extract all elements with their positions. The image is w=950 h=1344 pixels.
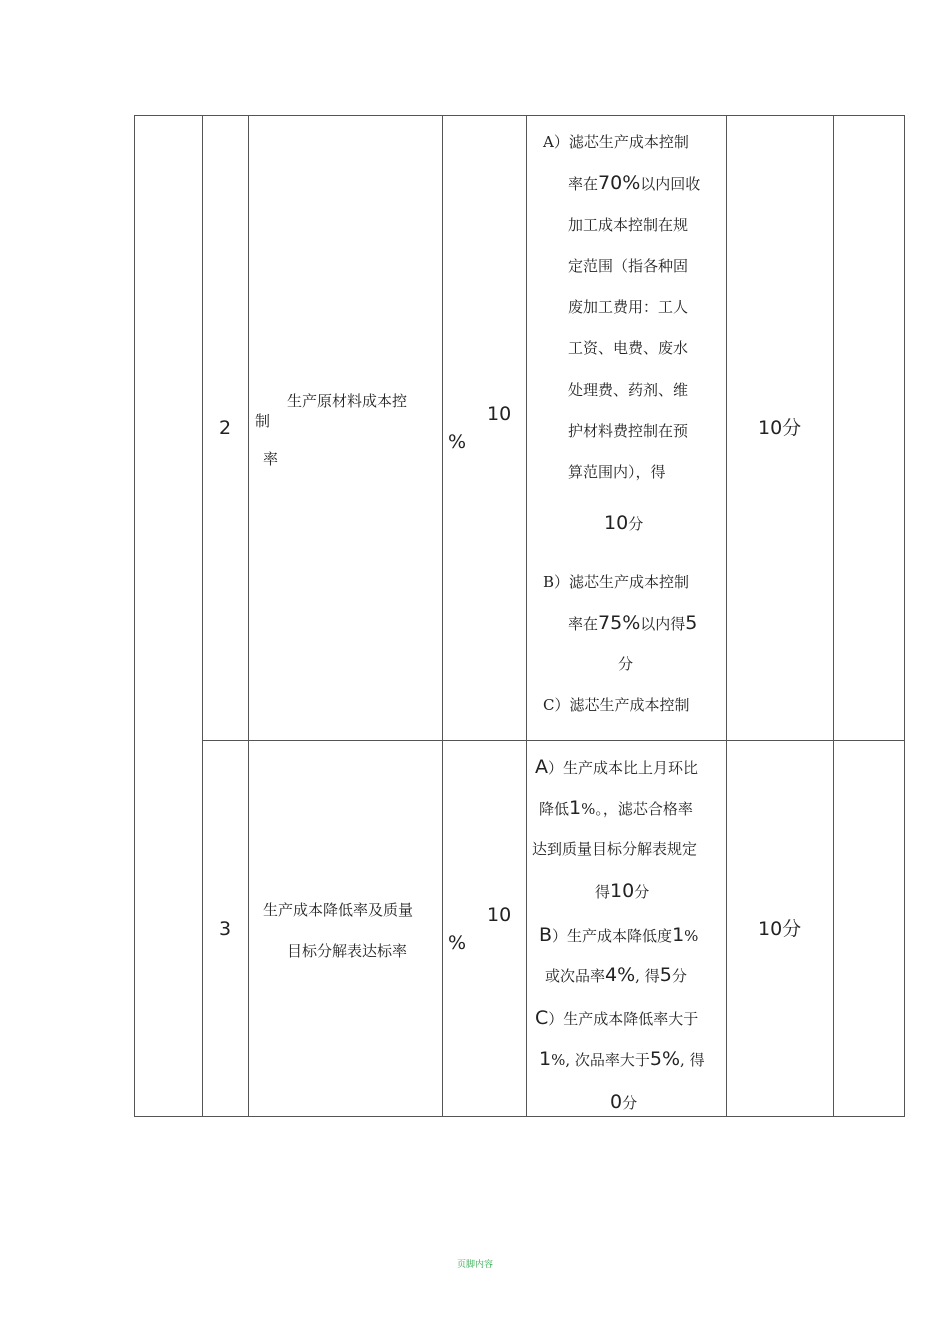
criteria-line: 1%, 次品率大于5%, 得 [539,1048,705,1070]
table-border-bottom [134,1116,905,1117]
criteria-line: 定范围（指各种固 [568,257,689,275]
criteria-line: 10分 [604,512,644,534]
criteria-line: 处理费、药剂、维 [568,381,689,399]
page-footer: 页脚内容 [456,1260,493,1270]
criteria-line: 得10分 [595,880,650,902]
indicator-name-line2: 制 [255,412,271,430]
indicator-name-line3: 率 [263,450,279,468]
criteria-line: 降低1%。，滤芯合格率 [539,797,693,819]
row-index: 3 [219,918,232,940]
weight-unit: % [448,932,467,954]
criteria-line: A）生产成本比上月环比 [535,756,699,778]
criteria-line: 加工成本控制在规 [568,216,689,234]
table-border-right [904,115,905,1117]
table-border-top [134,115,905,116]
indicator-name-line1: 生产成本降低率及质量 [263,901,414,919]
weight-unit: % [448,431,467,453]
weight-value: 10 [487,403,512,425]
criteria-line: A）滤芯生产成本控制 [543,133,689,151]
column-divider [726,115,727,1117]
criteria-cell [527,741,726,1116]
indicator-name-line1: 生产原材料成本控 [287,392,408,410]
criteria-line: C）滤芯生产成本控制 [543,696,690,714]
criteria-line: 护材料费控制在预 [568,422,689,440]
criteria-line: 分 [618,655,634,673]
criteria-line: 或次品率4%, 得5分 [545,964,687,986]
score-value: 10分 [758,918,802,940]
score-value: 10分 [758,417,802,439]
criteria-line: B）生产成本降低度1% [539,924,699,946]
criteria-line: 0分 [610,1091,638,1113]
indicator-name-line2: 目标分解表达标率 [287,942,408,960]
column-divider [442,115,443,1117]
row-index: 2 [219,417,232,439]
criteria-line: 达到质量目标分解表规定 [532,840,698,858]
criteria-cell [527,116,726,740]
criteria-line: 率在70%以内回收 [568,172,701,194]
criteria-line: 算范围内），得 [568,463,666,481]
criteria-line: 率在75%以内得5 [568,612,698,634]
column-divider [833,115,834,1117]
table-border-left [134,115,135,1117]
criteria-line: 工资、电费、废水 [568,339,689,357]
criteria-line: B）滤芯生产成本控制 [543,573,690,591]
criteria-line: C）生产成本降低率大于 [535,1007,699,1029]
column-divider [202,115,203,1117]
column-divider [248,115,249,1117]
weight-value: 10 [487,904,512,926]
criteria-line: 废加工费用：工人 [568,298,689,316]
